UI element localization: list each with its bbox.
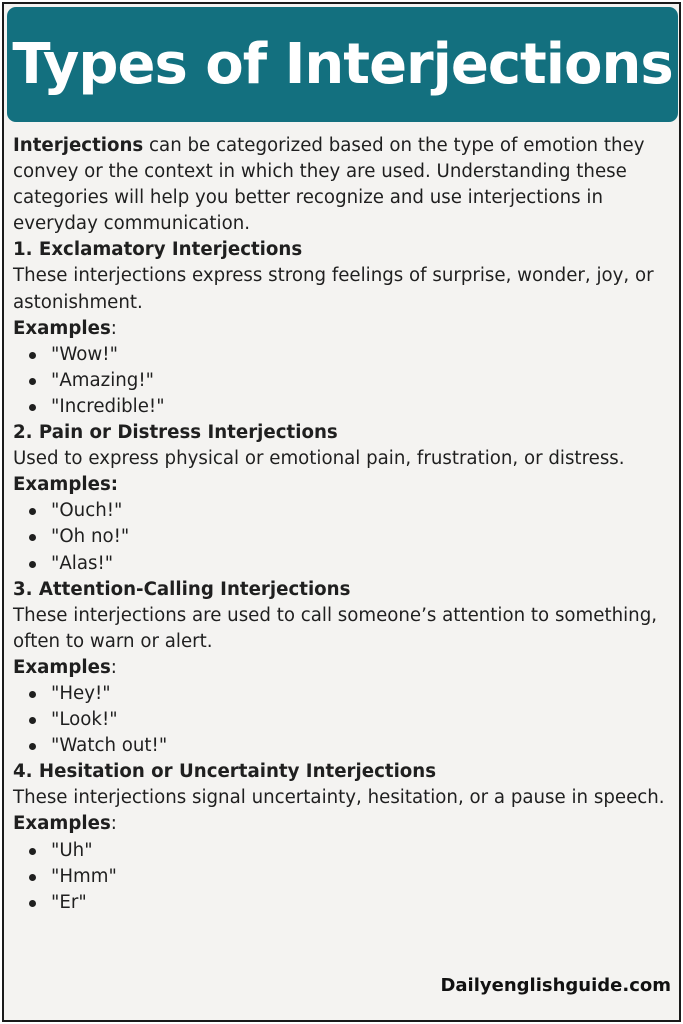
list-item: "Hmm" xyxy=(13,864,673,890)
examples-list xyxy=(13,342,673,420)
list-item: "Alas!" xyxy=(13,551,673,577)
list-item: "Incredible!" xyxy=(13,394,673,420)
section-heading: 1. Exclamatory Interjections xyxy=(13,239,303,261)
page-title: Types of Interjections xyxy=(12,32,673,97)
list-item: "Look!" xyxy=(13,707,673,733)
list-item: "Uh" xyxy=(13,838,673,864)
list-item: "Ouch!" xyxy=(13,498,673,524)
intro-lead: Interjections xyxy=(13,135,144,156)
examples-list xyxy=(13,681,673,759)
site-watermark: Dailyenglishguide.com xyxy=(440,975,671,996)
intro-text: can be categorized based on the type of emotion they convey or the context in which they are used. Understanding these categories will help you better recognize and use interjections in everyday communication. xyxy=(13,135,645,235)
section-description: These interjections express strong feelings of surprise, wonder, joy, or astonishment. xyxy=(13,265,654,313)
examples-list xyxy=(13,498,673,576)
section-description: Used to express physical or emotional pain, frustration, or distress. xyxy=(13,448,625,470)
examples-label: Examples: xyxy=(13,656,117,678)
section-heading: 3. Attention-Calling Interjections xyxy=(13,578,351,600)
intro-paragraph xyxy=(13,133,673,237)
title-banner xyxy=(7,7,678,122)
list-item: "Oh no!" xyxy=(13,524,673,550)
list-item: "Hey!" xyxy=(13,681,673,707)
section-heading: 2. Pain or Distress Interjections xyxy=(13,422,338,444)
examples-label: Examples: xyxy=(13,474,119,496)
list-item: "Amazing!" xyxy=(13,368,673,394)
content-body xyxy=(13,133,673,916)
list-item: "Er" xyxy=(13,890,673,916)
list-item: "Wow!" xyxy=(13,342,673,368)
infographic-frame xyxy=(2,2,681,1022)
examples-list xyxy=(13,838,673,916)
examples-label: Examples: xyxy=(13,813,117,835)
section-heading: 4. Hesitation or Uncertainty Interjections xyxy=(13,761,437,783)
list-item: "Watch out!" xyxy=(13,733,673,759)
examples-label: Examples: xyxy=(13,317,117,339)
section-description: These interjections signal uncertainty, hesitation, or a pause in speech. xyxy=(13,787,665,809)
section-description: These interjections are used to call someone’s attention to something, often to warn or alert. xyxy=(13,604,658,652)
